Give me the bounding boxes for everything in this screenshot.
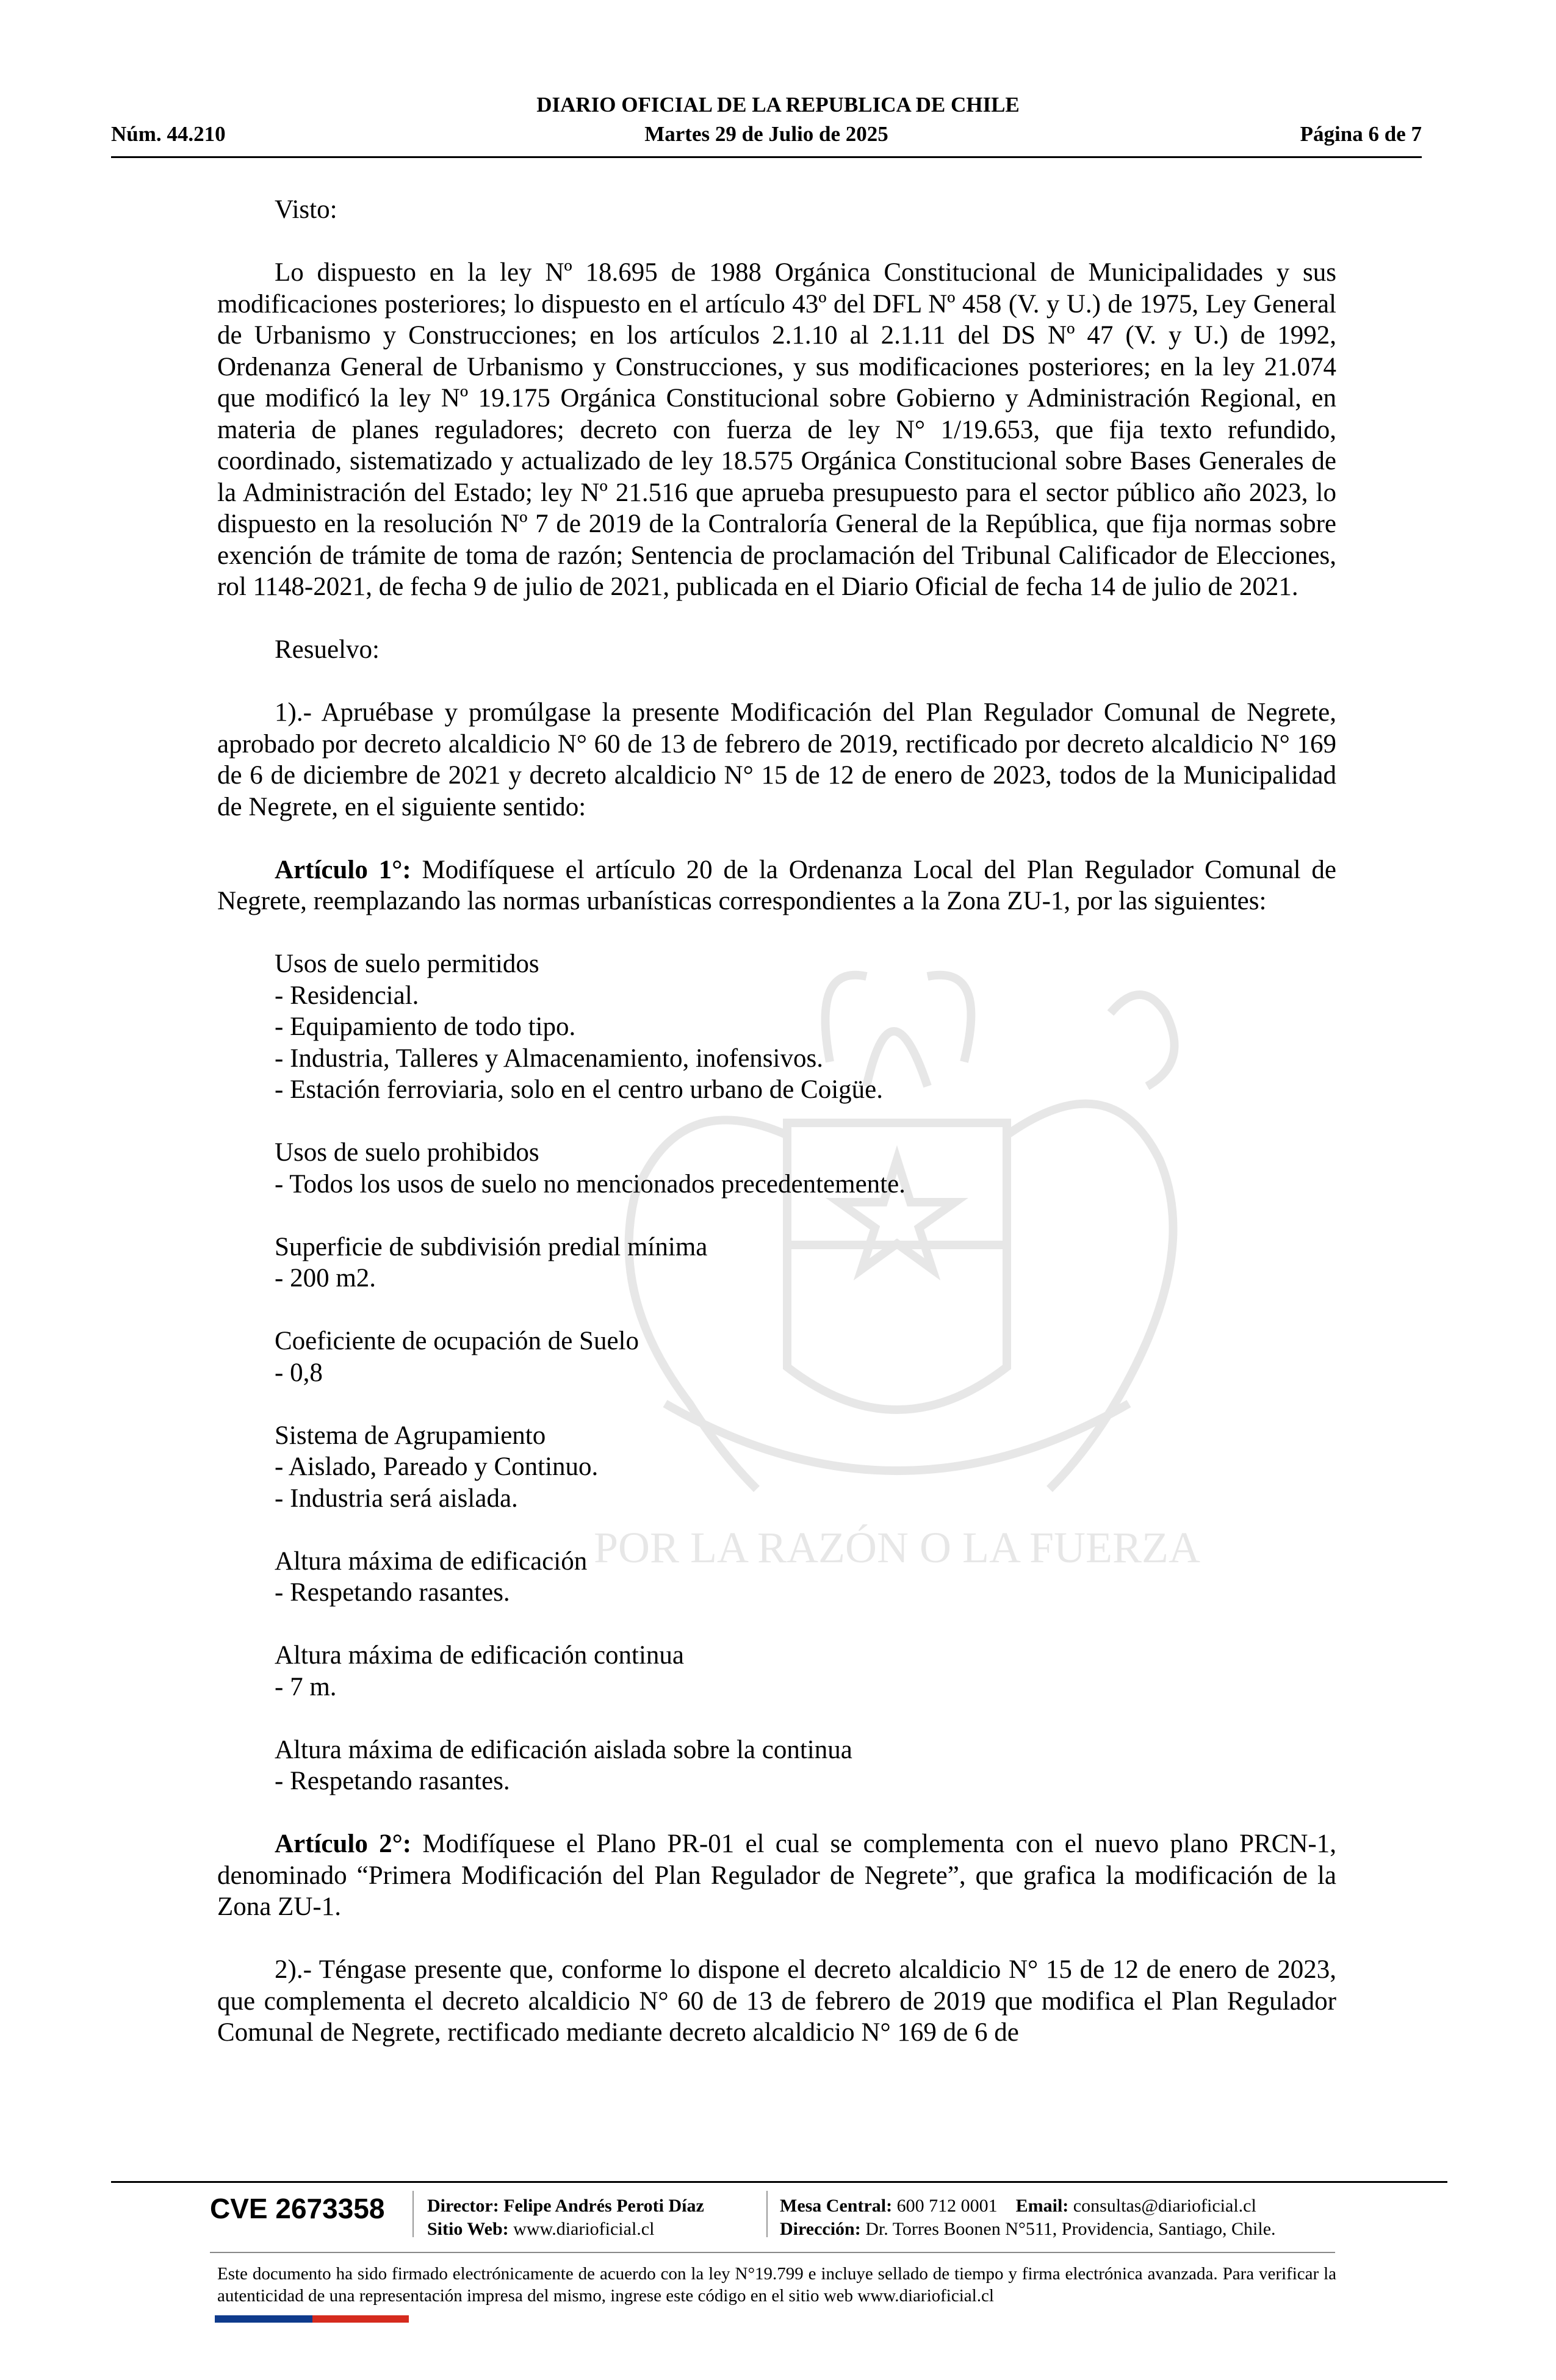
norm-line: - Respetando rasantes. xyxy=(275,1767,510,1795)
norm-block xyxy=(217,1325,1336,1388)
header-divider xyxy=(111,156,1422,158)
norm-line: - Estación ferroviaria, solo en el centro urbano de Coigüe. xyxy=(275,1075,883,1104)
norm-block xyxy=(217,1231,1336,1294)
norm-heading: Superficie de subdivisión predial mínima xyxy=(275,1232,708,1261)
site-link[interactable]: www.diarioficial.cl xyxy=(513,2219,655,2239)
flag-stripe-red xyxy=(312,2315,409,2323)
flag-stripe-blue xyxy=(215,2315,312,2323)
footer-separator xyxy=(412,2191,414,2237)
article-1-label: Artículo 1°: xyxy=(275,855,411,884)
norm-block xyxy=(217,1137,1336,1200)
article-2-text: Modifíquese el Plano PR-01 el cual se complementa con el nuevo plano PRCN-1, denominado “Primera Modificación del Plan Regulador de Negrete”, que grafica la modificación de la Zona ZU-1. xyxy=(217,1830,1336,1921)
issue-number: Núm. 44.210 xyxy=(111,122,226,146)
norm-heading: Usos de suelo permitidos xyxy=(275,950,539,978)
norm-block xyxy=(217,1734,1336,1797)
footer-director-block xyxy=(427,2194,704,2241)
article-1 xyxy=(217,854,1336,917)
director-value: Felipe Andrés Peroti Díaz xyxy=(503,2196,704,2216)
resolution-item-1: 1).- Apruébase y promúlgase la presente Modificación del Plan Regulador Comunal de Negrete, aprobado por decreto alcaldicio N° 60 de 13 de febrero de 2019, rectificado por decreto alcaldicio N° 169 de 6 de diciembre de 2021 y decreto alcaldicio N° 15 de 12 de enero de 2023, todos de la Municipalidad de Negrete, en el siguiente sentido: xyxy=(217,698,1336,821)
footer-contact-block xyxy=(780,2194,1276,2241)
resuelvo-heading: Resuelvo: xyxy=(275,635,380,664)
cve-code: CVE 2673358 xyxy=(210,2193,385,2224)
visto-paragraph: Lo dispuesto en la ley Nº 18.695 de 1988 Orgánica Constitucional de Municipalidades y sus modificaciones posteriores; lo dispuesto en el artículo 43º del DFL Nº 458 (V. y U.) de 1975, Ley General de Urbanismo y Construcciones; en los artículos 2.1.10 al 2.1.11 del DS Nº 47 (V. y U.) de 1992, Ordenanza General de Urbanismo y Construcciones, y sus modificaciones posteriores; en la ley 21.074 que modificó la ley Nº 19.175 Orgánica Constitucional sobre Gobierno y Administración Regional, en materia de planes reguladores; decreto con fuerza de ley N° 1/19.653, que fija texto refundido, coordinado, sistematizado y actualizado de ley 18.575 Orgánica Constitucional sobre Bases Generales de la Administración del Estado; ley Nº 21.516 que aprueba presupuesto para el sector público año 2023, lo dispuesto en la resolución Nº 7 de 2019 de la Contraloría General de la República, que fija normas sobre exención de trámite de toma de razón; Sentencia de proclamación del Tribunal Calificador de Elecciones, rol 1148-2021, de fecha 9 de julio de 2021, publicada en el Diario Oficial de fecha 14 de julio de 2021. xyxy=(217,258,1336,601)
email-link[interactable]: consultas@diarioficial.cl xyxy=(1073,2196,1256,2216)
norm-block xyxy=(217,1546,1336,1609)
norm-heading: Altura máxima de edificación continua xyxy=(275,1641,685,1670)
document-body xyxy=(217,194,1336,2080)
mesa-value: 600 712 0001 xyxy=(896,2196,998,2216)
norm-block xyxy=(217,948,1336,1106)
article-2-label: Artículo 2°: xyxy=(275,1830,412,1858)
address-value: Dr. Torres Boonen N°511, Providencia, Santiago, Chile. xyxy=(865,2219,1276,2239)
footer-separator xyxy=(766,2191,768,2237)
norm-line: - Equipamiento de todo tipo. xyxy=(275,1012,576,1041)
norm-line: - 7 m. xyxy=(275,1672,337,1701)
norm-block xyxy=(217,1420,1336,1515)
norm-line: - Residencial. xyxy=(275,981,419,1010)
address-label: Dirección: xyxy=(780,2219,861,2239)
site-label: Sitio Web: xyxy=(427,2219,509,2239)
page-indicator: Página 6 de 7 xyxy=(1300,122,1422,146)
norm-heading: Coeficiente de ocupación de Suelo xyxy=(275,1327,639,1355)
norm-heading: Usos de suelo prohibidos xyxy=(275,1138,539,1167)
footer-divider xyxy=(111,2181,1447,2183)
header-row xyxy=(111,122,1422,149)
legal-notice: Este documento ha sido firmado electrónicamente de acuerdo con la ley N°19.799 e incluye sellado de tiempo y firma electrónica avanzada. Para verificar la autenticidad de una representación impresa del mismo, ingrese este código en el sitio web www.diarioficial.cl xyxy=(217,2264,1336,2306)
footer-divider-thin xyxy=(210,2252,1335,2253)
mesa-label: Mesa Central: xyxy=(780,2196,893,2216)
issue-date: Martes 29 de Julio de 2025 xyxy=(644,122,888,146)
norm-line: - Industria, Talleres y Almacenamiento, inofensivos. xyxy=(275,1044,823,1073)
watermark-motto: POR LA RAZÓN O LA FUERZA xyxy=(593,1523,1201,1572)
visto-heading: Visto: xyxy=(275,195,337,224)
resolution-item-2: 2).- Téngase presente que, conforme lo dispone el decreto alcaldicio N° 15 de 12 de enero de 2023, que complementa el decreto alcaldicio N° 60 de 13 de febrero de 2019 que modifica el Plan Regulador Comunal de Negrete, rectificado mediante decreto alcaldicio N° 169 de 6 de xyxy=(217,1955,1336,2047)
norm-line: - Aislado, Pareado y Continuo. xyxy=(275,1452,599,1481)
article-1-text: Modifíquese el artículo 20 de la Ordenanza Local del Plan Regulador Comunal de Negrete, reemplazando las normas urbanísticas correspondientes a la Zona ZU-1, por las siguientes: xyxy=(217,855,1336,915)
norm-line: - Todos los usos de suelo no mencionados precedentemente. xyxy=(275,1169,906,1199)
norm-block xyxy=(217,1640,1336,1703)
email-label: Email: xyxy=(1015,2196,1069,2216)
norm-heading: Altura máxima de edificación xyxy=(275,1546,588,1576)
norm-line: - 200 m2. xyxy=(275,1264,376,1293)
article-2 xyxy=(217,1828,1336,1923)
norm-line: - Industria será aislada. xyxy=(275,1484,518,1513)
norm-heading: Altura máxima de edificación aislada sobre la continua xyxy=(275,1735,852,1764)
norm-line: - 0,8 xyxy=(275,1358,323,1387)
norm-heading: Sistema de Agrupamiento xyxy=(275,1421,546,1450)
norm-line: - Respetando rasantes. xyxy=(275,1578,510,1607)
publication-title: DIARIO OFICIAL DE LA REPUBLICA DE CHILE xyxy=(536,93,1020,117)
director-label: Director: xyxy=(427,2196,499,2216)
